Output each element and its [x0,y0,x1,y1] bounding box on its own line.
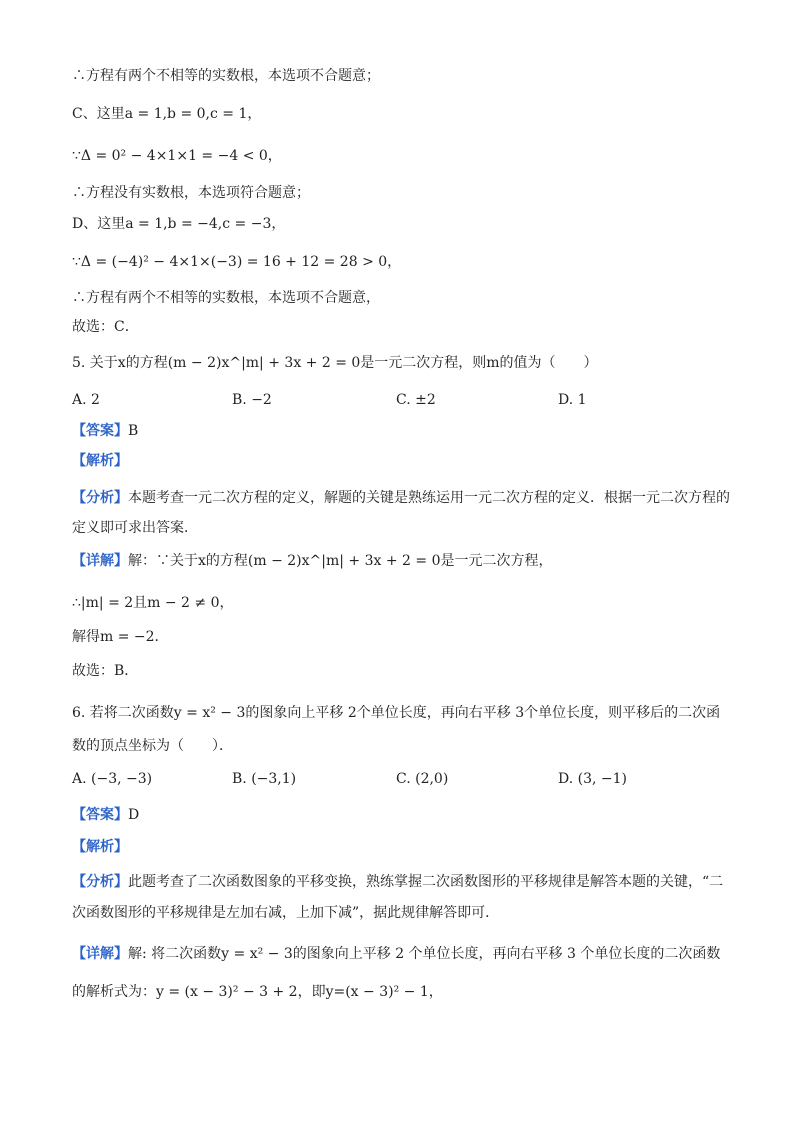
q6-analysis-heading [72,837,732,857]
question-5-stem: 5. 关于x的方程(m − 2)x^|m| + 3x + 2 = 0是一元二次方程，则m的值为（ ） [72,355,598,371]
fenxi-text: 此题考查了二次函数图象的平移变换，熟练掌握二次函数图形的平移规律是解答本题的关键，“二次函数图形的平移规律是左加右减，上加下减”，据此规律解答即可． [72,874,724,921]
detail-tag: 【详解】 [72,946,128,962]
answer-value: D [128,807,140,823]
fenxi-text: 本题考查一元二次方程的定义，解题的关键是熟练运用一元二次方程的定义．根据一元二次方程的定义即可求出答案． [72,490,730,536]
analysis-tag: 【解析】 [72,839,128,855]
q5-fenxi [72,483,732,543]
text-line: D、这里a = 1,b = −4,c = −3， [72,216,286,232]
text-line: ∴方程有两个不相等的实数根，本选项不合题意， [72,290,380,306]
q5-step-1: ∴|m| = 2且m − 2 ≠ 0， [72,595,234,611]
q6-option-d: D. (3, −1) [558,771,627,787]
answer-tag: 【答案】 [72,807,128,823]
text-line: ∴方程有两个不相等的实数根，本选项不合题意； [72,68,380,84]
answer-tag: 【答案】 [72,423,128,439]
text-line: ∵Δ = (−4)² − 4×1×(−3) = 16 + 12 = 28 > 0， [72,254,402,270]
q5-detail [72,551,732,571]
text-line: 故选：C． [72,319,139,335]
q5-step-2: 解得m = −2． [72,629,169,645]
text-line: ∴方程没有实数根，本选项符合题意； [72,185,310,201]
q5-analysis-heading [72,451,732,471]
q6-answer [72,805,732,825]
text-line: ∵Δ = 0² − 4×1×1 = −4 < 0， [72,148,282,164]
q6-option-c: C. (2,0) [396,771,449,787]
q5-option-d: D. 1 [558,392,587,408]
q5-step-3: 故选：B． [72,663,139,679]
detail-text: 解：∵关于x的方程(m − 2)x^|m| + 3x + 2 = 0是一元二次方程， [128,553,553,569]
q6-detail [72,935,732,1011]
q5-option-c: C. ±2 [396,392,436,408]
answer-value: B [128,423,139,439]
q6-option-b: B. (−3,1) [232,771,297,787]
detail-text: 解: 将二次函数y = x² − 3的图象向上平移 2 个单位长度，再向右平移 3 个单位长度的二次函数的解析式为：y = (x − 3)² − 3 + 2，即y=(x − 3)² − 1， [72,946,721,1000]
text-line: C、这里a = 1,b = 0,c = 1， [72,106,262,122]
q5-answer [72,421,732,441]
fenxi-tag: 【分析】 [72,874,128,890]
question-6-stem: 6. 若将二次函数y = x² − 3的图象向上平移 2个单位长度，再向右平移 3个单位长度，则平移后的二次函数的顶点坐标为（ ）． [72,705,721,754]
q6-option-a: A. (−3, −3) [72,771,153,787]
q6-fenxi [72,867,732,929]
q5-option-b: B. −2 [232,392,272,408]
fenxi-tag: 【分析】 [72,490,128,506]
analysis-tag: 【解析】 [72,453,128,469]
q5-option-a: A. 2 [72,392,100,408]
detail-tag: 【详解】 [72,553,128,569]
